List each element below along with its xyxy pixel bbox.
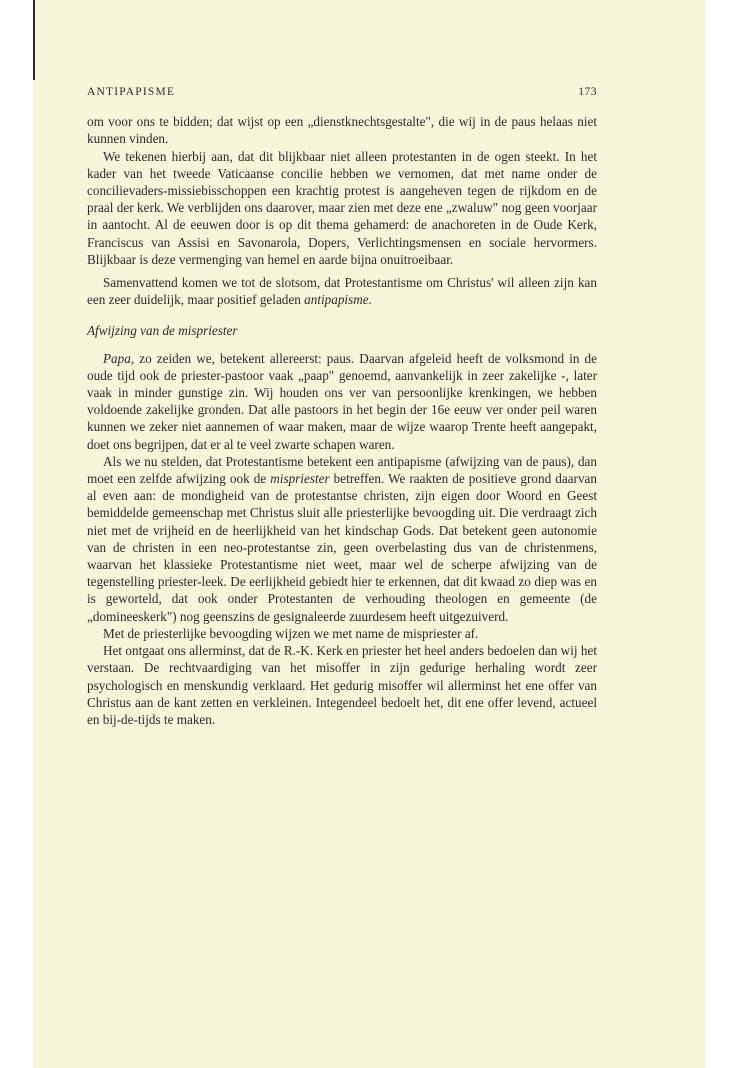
document-page <box>87 84 597 728</box>
page-number: 173 <box>578 86 597 98</box>
summary-text: Samenvattend komen we tot de slotsom, dat Protestantisme om Christus' wil alleen zijn kan een zeer duidelijk, maar positief geladen <box>87 275 597 308</box>
binding-edge-line <box>33 0 35 80</box>
paragraph: We tekenen hierbij aan, dat dit blijkbaar niet alleen protestanten in de ogen steekt. In het kader van het tweede Vaticaanse concilie hebben we vernomen, dat met name onder de concilievaders-missiebisschoppen een krachtig protest is aangeheven tegen de rijkdom en de praal der kerk. We verblijden ons daarover, maar zien met deze ene „zwaluw" nog geen voorjaar in aantocht. Al de eeuwen door is op dit thema gehamerd: de anachoreten in de Oude Kerk, Franciscus van Assisi en Savonarola, Dopers, Verlichtingsmensen en sociale hervormers. Blijkbaar is deze vermenging van hemel en aarde bijna onuitroeibaar. <box>87 148 597 267</box>
papa-emphasis: Papa, <box>103 350 135 366</box>
paragraph-text: Als we nu stelden, dat Protestantisme betekent een antipapisme (afwijzing van de paus), dan moet een zelfde afwijzing ook de <box>87 453 597 487</box>
paragraph <box>87 453 597 625</box>
paragraph: Met de priesterlijke bevoogding wijzen we met name de mispriester af. <box>103 625 479 641</box>
paragraph: om voor ons te bidden; dat wijst op een „dienstknechtsgestalte", die wij in de paus helaas niet kunnen vinden. <box>87 114 597 147</box>
mispriester-emphasis: mispriester <box>270 471 330 487</box>
paragraph-summary <box>87 274 597 308</box>
running-header <box>87 84 597 101</box>
paragraph <box>87 350 597 453</box>
paragraph: Het ontgaat ons allerminst, dat de R.-K. Kerk en priester het heel anders bedoelen dan wij het verstaan. De rechtvaardiging van het misoffer in zijn gedurige herhaling wordt zeer psychologisch en menskundig verklaard. Het gedurig misoffer wil allerminst het ene offer van Christus aan de kant zetten en verkleinen. Integendeel bedoelt het, dit ene offer levend, actueel en bij-de-tijds te maken. <box>87 643 597 727</box>
running-title: ANTIPAPISME <box>87 86 176 98</box>
summary-emphasis: antipapisme. <box>304 292 372 308</box>
section-heading: Afwijzing van de mispriester <box>87 323 238 339</box>
paragraph-text: betreffen. We raakten de positieve grond daarvan al even aan: de mondigheid van de protestantse christen, zijn eigen door Woord en Geest bemiddelde gemeenschap met Christus sluit alle priesterlijke bevoogding uit. Die verdraagt zich niet met de vrijheid en de heerlijkheid van het kindschap Gods. Dat betekent geen autonomie van de christen in een neo-protestantse zin, geen overbelasting dus van de christenmens, waarvan het klassieke Protestantisme niet weet, maar wel de scherpe afwijzing van de tegenstelling priester-leek. De eerlijkheid gebiedt hier te erkennen, dat dit kwaad zo diep was en is geworteld, dat ook onder Protestanten de verhouding theologen en gemeente (de „domineeskerk") nog geenszins de gesignaleerde zuurdesem heeft uitgezuiverd. <box>87 471 597 624</box>
paragraph-text: zo zeiden we, betekent allereerst: paus. Daarvan afgeleid heeft de volksmond in de oude tijd ook de priester-pastoor vaak „paap" genoemd, aanvankelijk in zeer zakelijke -, later vaak in minder gunstige zin. Wij houden ons ver van persoonlijke krenkingen, we hebben voldoende zakelijke gronden. Dat alle pastoors in het begin der 16e eeuw ver onder peil waren kunnen we zeker niet aannemen of waar maken, maar de wijze waarop Trente heeft aangepakt, doet ons begrijpen, dat er al te veel zwarte schapen waren. <box>87 350 597 452</box>
